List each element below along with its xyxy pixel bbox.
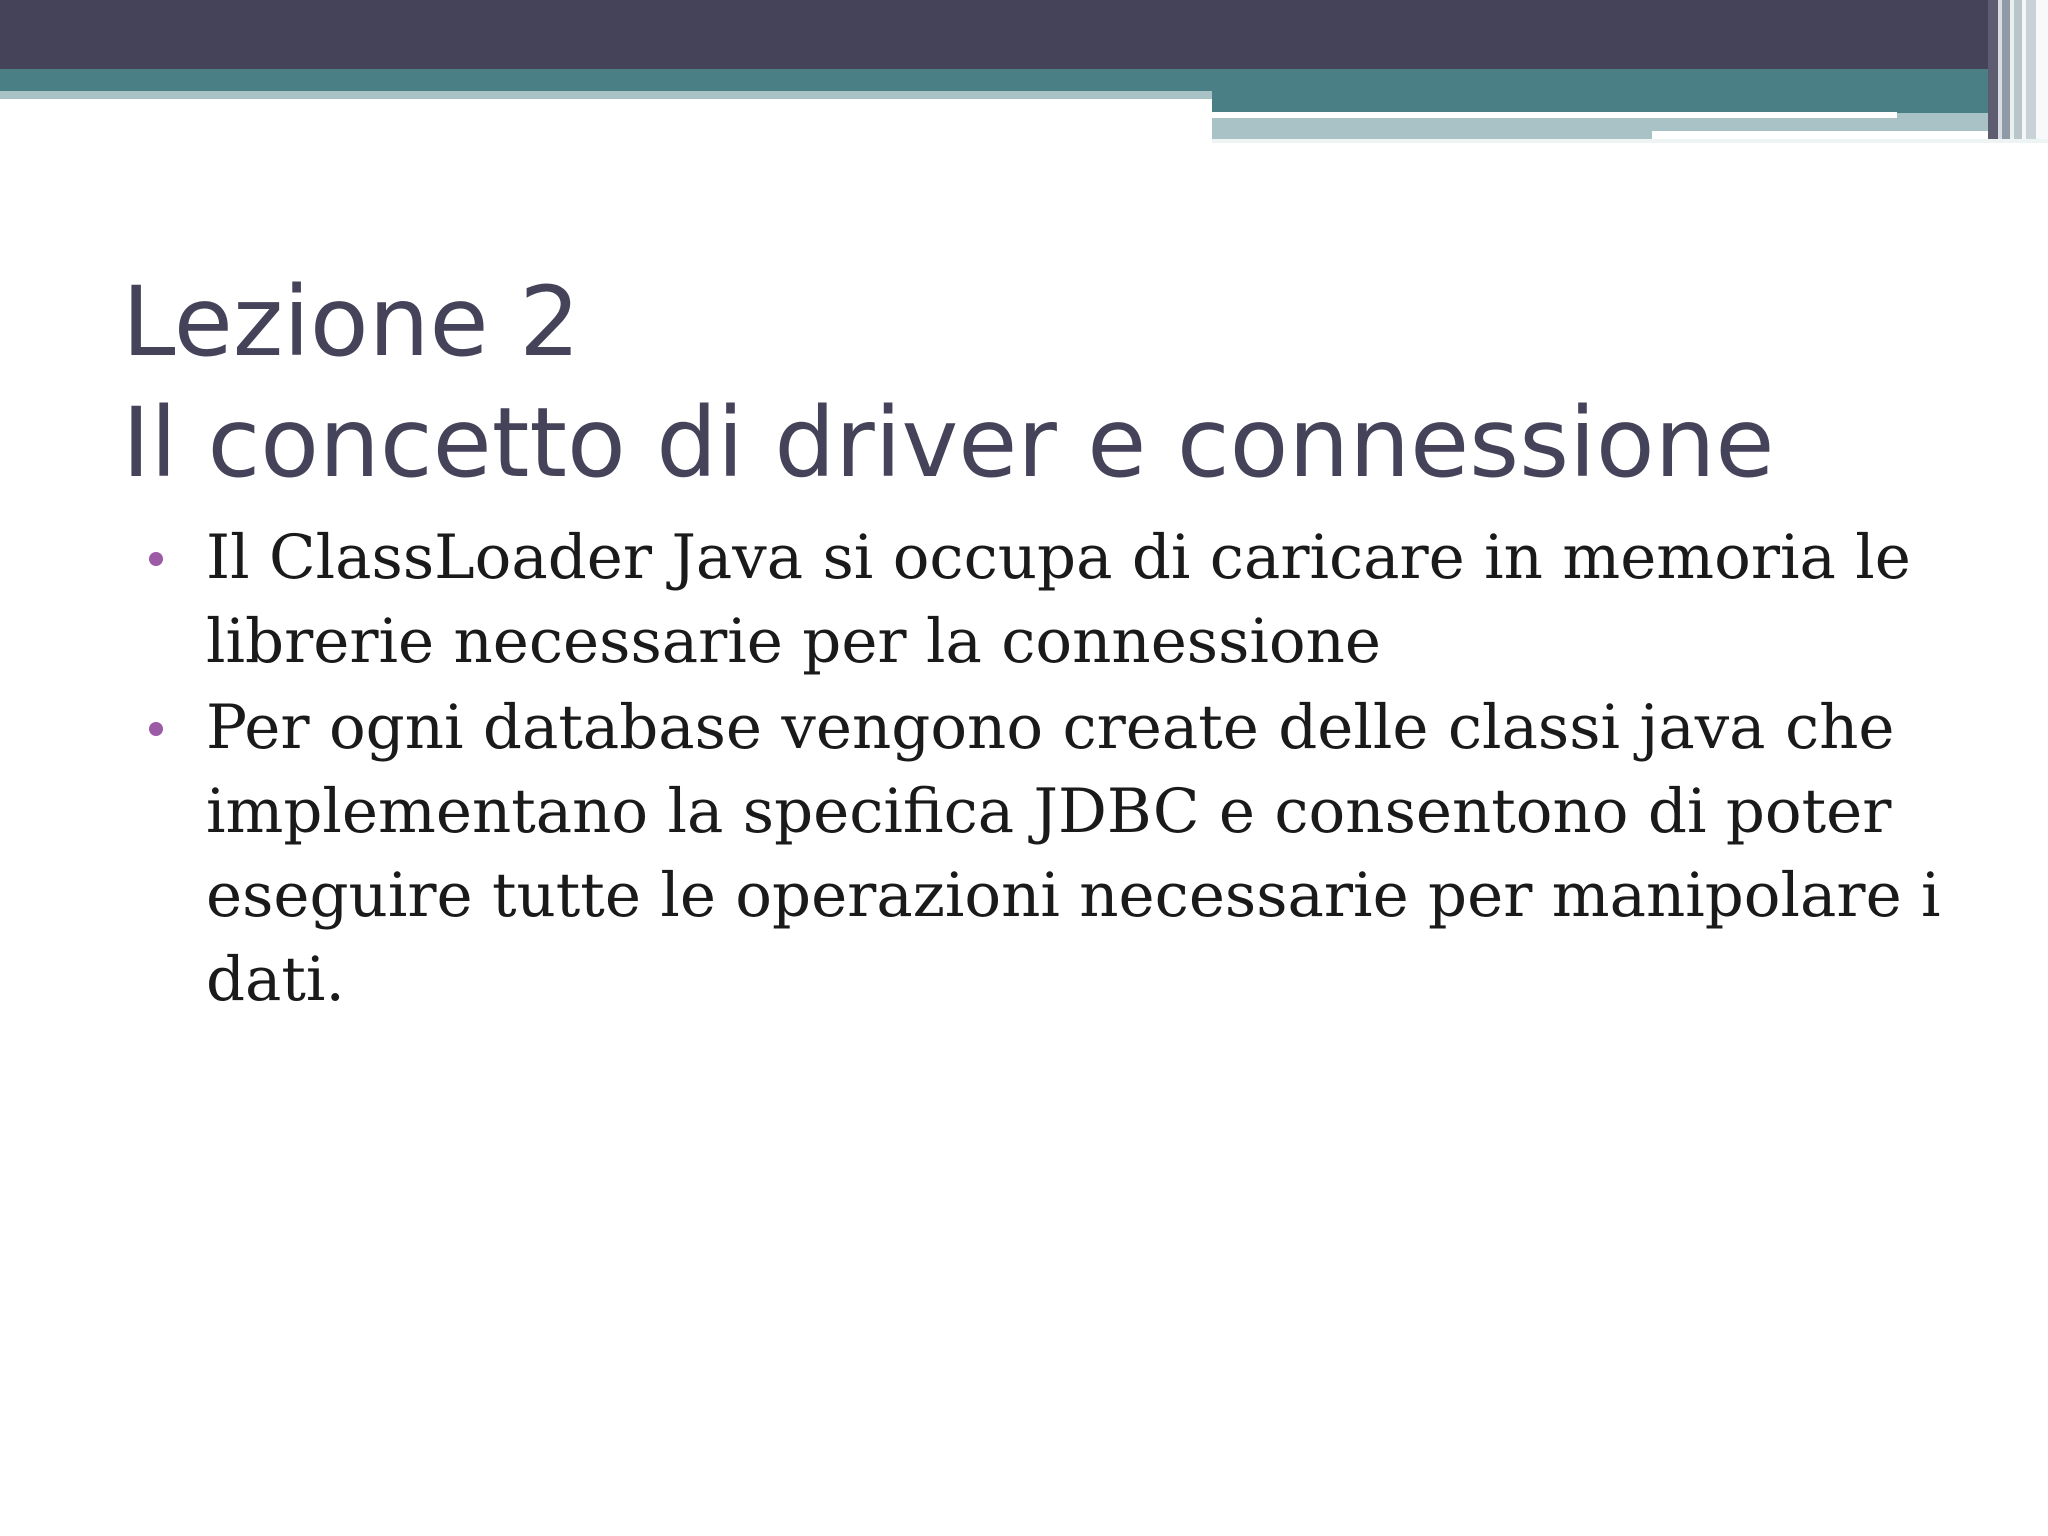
header-vertical-stripes [1988, 0, 2048, 139]
header-band-teal [0, 69, 2048, 91]
slide-title-line1: Lezione 2 [122, 266, 581, 378]
slide-title-line2: Il concetto di driver e connessione [122, 387, 1775, 499]
header-band-dark [0, 0, 2048, 69]
slide-title [122, 262, 1942, 504]
bullet-item [146, 516, 1946, 684]
header-accent-line-lower [1652, 131, 2012, 139]
header-band-step [1212, 91, 2048, 113]
bullet-item [146, 686, 1946, 1022]
header-band-light-left [0, 91, 1212, 99]
bullet-text: Per ogni database vengono create delle classi java che implementano la specifica JDBC e consentono di poter eseguire tutte le operazioni necessarie per manipolare i dati. [206, 692, 1941, 1015]
bullet-dot-icon [149, 722, 163, 736]
header-accent-line [1212, 112, 1897, 118]
header-band-shadow [1212, 139, 2048, 143]
bullet-dot-icon [149, 552, 163, 566]
bullet-text: Il ClassLoader Java si occupa di caricare in memoria le librerie necessarie per la connessione [206, 522, 1911, 677]
bullet-list [146, 516, 1946, 1022]
